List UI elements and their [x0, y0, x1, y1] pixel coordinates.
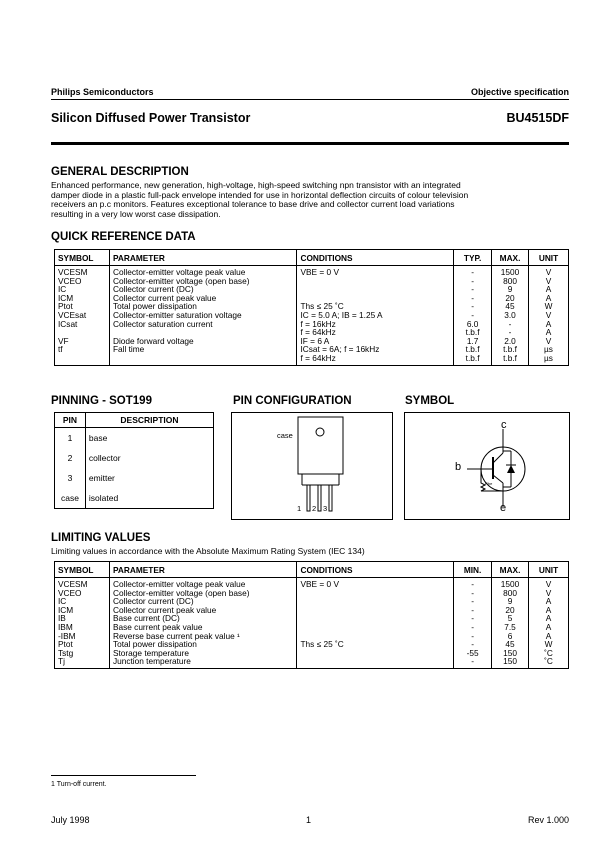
table-cell: 6.0 [454, 320, 492, 329]
table-cell: - [454, 294, 492, 303]
table-cell: W [529, 302, 569, 311]
general-line: damper diode in a plastic full-pack envelope intended for use in horizontal deflection circuits of colour television [51, 189, 469, 200]
collector-label: c [501, 419, 507, 431]
table-cell: A [529, 328, 569, 337]
doc-title: Silicon Diffused Power Transistor [51, 111, 251, 125]
table-cell: - [454, 266, 492, 277]
pin-label-1: 1 [297, 504, 302, 513]
column-header: MAX. [492, 562, 529, 578]
quick-reference-table [54, 249, 569, 366]
table-cell: Ths ≤ 25 ˚C [297, 302, 454, 311]
table-cell: 1500 [492, 266, 529, 277]
pin-number: 1 [55, 428, 86, 449]
table-cell: t.b.f [454, 354, 492, 365]
table-cell: 45 [492, 302, 529, 311]
table-cell: - [454, 578, 492, 589]
table-cell: -IBM [55, 632, 110, 641]
part-number: BU4515DF [506, 111, 569, 125]
table-cell: Fall time [109, 345, 297, 354]
table-cell: - [454, 632, 492, 641]
table-cell: 150 [492, 649, 529, 658]
table-cell: V [529, 266, 569, 277]
table-cell: 9 [492, 285, 529, 294]
table-cell: Collector current (DC) [109, 285, 297, 294]
description-col-header: DESCRIPTION [85, 413, 213, 428]
table-cell: 20 [492, 606, 529, 615]
table-cell: 1500 [492, 578, 529, 589]
pin-config-heading: PIN CONFIGURATION [233, 395, 352, 407]
table-cell [55, 354, 110, 365]
table-cell: - [454, 311, 492, 320]
table-cell: - [492, 328, 529, 337]
header-rule [51, 99, 569, 100]
pin-number: 2 [55, 448, 86, 468]
column-header: PARAMETER [109, 562, 297, 578]
table-cell: Reverse base current peak value ¹ [109, 632, 297, 641]
table-row [55, 266, 569, 277]
table-cell: Collector saturation current [109, 320, 297, 329]
table-cell: Collector current peak value [109, 294, 297, 303]
table-cell: Collector-emitter saturation voltage [109, 311, 297, 320]
table-cell: Junction temperature [109, 657, 297, 668]
table-cell: V [529, 311, 569, 320]
title-rule [51, 142, 569, 145]
table-cell: 45 [492, 640, 529, 649]
column-header: SYMBOL [55, 250, 110, 266]
general-line: Enhanced performance, new generation, high-voltage, high-speed switching npn transistor with an integrated [51, 180, 461, 190]
table-cell: - [454, 614, 492, 623]
table-cell: t.b.f [454, 345, 492, 354]
footer-date: July 1998 [51, 815, 90, 825]
table-cell: 7.5 [492, 623, 529, 632]
table-cell: 150 [492, 657, 529, 668]
table-cell: Collector-emitter voltage peak value [109, 266, 297, 277]
table-cell [297, 589, 454, 598]
general-line: resulting in a very low worst case dissipation. [51, 208, 221, 219]
table-cell [297, 623, 454, 632]
pin-description: collector [85, 448, 213, 468]
pin-number: 3 [55, 468, 86, 488]
general-paragraph [51, 181, 571, 219]
footnote-rule [51, 775, 196, 776]
table-cell: V [529, 589, 569, 598]
table-cell: Collector-emitter voltage peak value [109, 578, 297, 589]
table-cell: ICsat [55, 320, 110, 329]
table-cell: ˚C [529, 657, 569, 668]
table-cell [297, 277, 454, 286]
table-cell: - [454, 640, 492, 649]
pin-description: isolated [85, 488, 213, 509]
table-cell [297, 285, 454, 294]
table-cell: ˚C [529, 649, 569, 658]
table-cell: Ptot [55, 640, 110, 649]
table-cell: IC [55, 597, 110, 606]
symbol-heading: SYMBOL [405, 395, 455, 407]
table-cell: V [529, 337, 569, 346]
table-cell: A [529, 606, 569, 615]
table-cell [297, 597, 454, 606]
table-cell: Storage temperature [109, 649, 297, 658]
table-cell: V [529, 277, 569, 286]
table-cell: A [529, 614, 569, 623]
table-cell: -55 [454, 649, 492, 658]
table-row [55, 354, 569, 365]
footer-page: 1 [306, 815, 312, 825]
table-cell: f = 64kHz [297, 354, 454, 365]
column-header: TYP. [454, 250, 492, 266]
table-cell: VCESM [55, 266, 110, 277]
table-cell: - [454, 606, 492, 615]
table-cell: IC [55, 285, 110, 294]
column-header: UNIT [529, 250, 569, 266]
pin-description: base [85, 428, 213, 449]
table-cell: Diode forward voltage [109, 337, 297, 346]
pinning-table [54, 412, 214, 509]
table-cell: A [529, 632, 569, 641]
table-cell: t.b.f [492, 345, 529, 354]
symbol-box [404, 412, 570, 520]
table-cell: t.b.f [454, 328, 492, 337]
table-cell: IF = 6 A [297, 337, 454, 346]
table-cell: V [529, 578, 569, 589]
column-header: SYMBOL [55, 562, 110, 578]
table-cell: Base current peak value [109, 623, 297, 632]
table-cell: A [529, 285, 569, 294]
table-cell: Total power dissipation [109, 640, 297, 649]
table-cell: Collector-emitter voltage (open base) [109, 277, 297, 286]
table-cell: f = 16kHz [297, 320, 454, 329]
table-cell: Ptot [55, 302, 110, 311]
table-cell: Tj [55, 657, 110, 668]
quick-heading: QUICK REFERENCE DATA [51, 231, 196, 243]
pin-configuration-box [231, 412, 393, 520]
table-cell: VF [55, 337, 110, 346]
rbe-label: Rbe [485, 481, 493, 486]
column-header: MIN. [454, 562, 492, 578]
table-cell: ICM [55, 606, 110, 615]
table-cell: ICsat = 6A; f = 16kHz [297, 345, 454, 354]
table-cell: - [454, 657, 492, 668]
table-row [55, 657, 569, 668]
table-cell: Collector current peak value [109, 606, 297, 615]
table-cell: 9 [492, 597, 529, 606]
table-cell: - [454, 597, 492, 606]
table-cell: 1.7 [454, 337, 492, 346]
column-header: UNIT [529, 562, 569, 578]
table-cell: Collector current (DC) [109, 597, 297, 606]
table-cell: Base current (DC) [109, 614, 297, 623]
table-cell: VCEO [55, 277, 110, 286]
table-cell: Total power dissipation [109, 302, 297, 311]
table-cell: 2.0 [492, 337, 529, 346]
table-cell: - [454, 302, 492, 311]
table-cell: ICM [55, 294, 110, 303]
pin-label-3: 3 [323, 504, 328, 513]
table-cell [297, 606, 454, 615]
spec-status: Objective specification [470, 87, 569, 97]
table-row [55, 578, 569, 589]
table-cell: IC = 5.0 A; IB = 1.25 A [297, 311, 454, 320]
column-header: CONDITIONS [297, 562, 454, 578]
transistor-symbol-drawing [405, 413, 569, 519]
pin-col-header: PIN [55, 413, 86, 428]
table-cell: 800 [492, 277, 529, 286]
table-cell: A [529, 294, 569, 303]
table-cell: W [529, 640, 569, 649]
table-cell [297, 657, 454, 668]
general-line: receivers an p.c monitors. Features exceptional tolerance to base drive and collector current load variations [51, 199, 455, 210]
table-cell: µs [529, 354, 569, 365]
limiting-subtitle: Limiting values in accordance with the Absolute Maximum Rating System (IEC 134) [51, 546, 365, 556]
table-cell: A [529, 597, 569, 606]
table-cell: VBE = 0 V [297, 266, 454, 277]
table-cell: A [529, 623, 569, 632]
base-label: b [455, 461, 462, 473]
table-cell [109, 354, 297, 365]
table-cell: - [454, 285, 492, 294]
pin-label-2: 2 [312, 504, 317, 513]
company-name: Philips Semiconductors [51, 87, 154, 97]
table-cell: f = 64kHz [297, 328, 454, 337]
table-cell: tf [55, 345, 110, 354]
pin-description: emitter [85, 468, 213, 488]
column-header: CONDITIONS [297, 250, 454, 266]
table-cell: A [529, 320, 569, 329]
footnote: 1 Turn-off current. [51, 781, 107, 788]
table-cell: IBM [55, 623, 110, 632]
table-cell: 3.0 [492, 311, 529, 320]
table-cell: Ths ≤ 25 ˚C [297, 640, 454, 649]
table-cell [297, 614, 454, 623]
table-cell: Tstg [55, 649, 110, 658]
table-cell: µs [529, 345, 569, 354]
table-cell: 6 [492, 632, 529, 641]
limiting-heading: LIMITING VALUES [51, 532, 151, 544]
table-cell: 800 [492, 589, 529, 598]
table-cell: - [454, 277, 492, 286]
table-cell: - [454, 623, 492, 632]
general-heading: GENERAL DESCRIPTION [51, 166, 189, 178]
column-header: MAX. [492, 250, 529, 266]
table-cell: - [492, 320, 529, 329]
limiting-values-table [54, 561, 569, 669]
pinning-heading: PINNING - SOT199 [51, 395, 152, 407]
table-cell: VBE = 0 V [297, 578, 454, 589]
table-cell [297, 649, 454, 658]
table-cell: VCEsat [55, 311, 110, 320]
table-cell: VCESM [55, 578, 110, 589]
table-cell: IB [55, 614, 110, 623]
table-cell: Collector-emitter voltage (open base) [109, 589, 297, 598]
table-cell: - [454, 589, 492, 598]
footer-revision: Rev 1.000 [527, 815, 569, 825]
table-cell: t.b.f [492, 354, 529, 365]
table-cell: VCEO [55, 589, 110, 598]
case-label: case [277, 431, 293, 440]
emitter-label: e [500, 502, 507, 514]
table-cell: 5 [492, 614, 529, 623]
table-cell: 20 [492, 294, 529, 303]
column-header: PARAMETER [109, 250, 297, 266]
pin-number: case [55, 488, 86, 509]
